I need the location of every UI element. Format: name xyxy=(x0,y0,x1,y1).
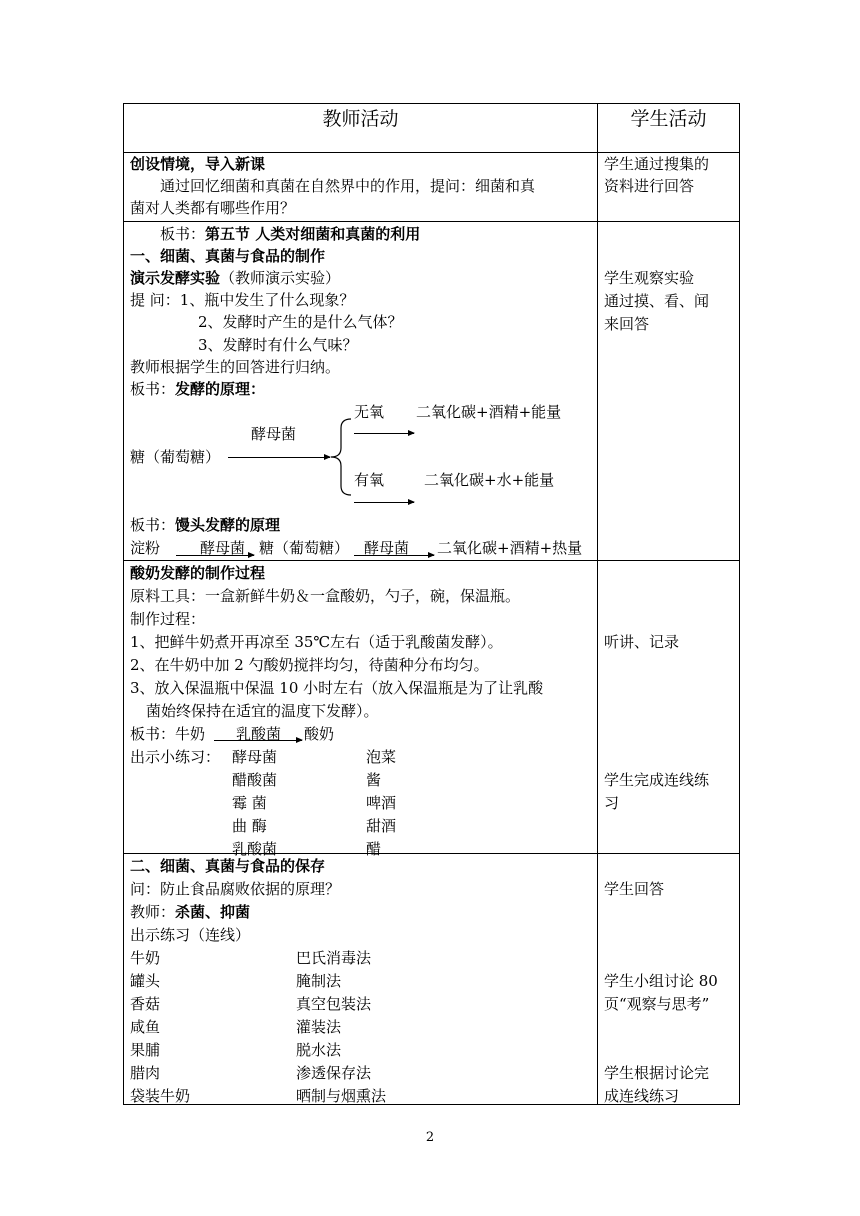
preservation-title: 二、细菌、真菌与食品的保存 xyxy=(130,857,326,875)
teacher-summary: 教师根据学生的回答进行归纳。 xyxy=(130,358,341,376)
student-intro-line1: 学生通过搜集的 xyxy=(604,155,710,173)
intro-body-line2: 菌对人类都有哪些作用？ xyxy=(130,199,296,217)
yogurt-step-2: 2、在牛奶中加 2 勺酸奶搅拌均匀，待菌种分布均匀。 xyxy=(130,656,489,674)
question-1: 1、瓶中发生了什么现象？ xyxy=(179,291,355,309)
question-line1 xyxy=(130,290,354,310)
microbe-item: 乳酸菌 xyxy=(232,840,278,858)
diagram-aerobic-products: 二氧化碳+水+能量 xyxy=(424,471,555,489)
teacher-cell-preservation xyxy=(124,854,598,1105)
chain-yeast1: 酵母菌 xyxy=(200,539,246,557)
student-exercise-line2: 习 xyxy=(604,794,620,812)
table-row xyxy=(124,854,740,1105)
yogurt-board-yogurt: 酸奶 xyxy=(304,725,335,743)
preserved-food: 罐头 xyxy=(130,972,161,990)
preserved-food: 牛奶 xyxy=(130,949,161,967)
preservation-method: 巴氏消毒法 xyxy=(296,949,372,967)
mantou-prefix: 板书： xyxy=(130,516,176,534)
yogurt-board-milk: 牛奶 xyxy=(175,725,206,743)
mantou-heading xyxy=(130,515,280,535)
header-teacher-activity: 教师活动 xyxy=(124,104,598,153)
microbe-item: 霉 菌 xyxy=(232,794,267,812)
intro-body-line1: 通过回忆细菌和真菌在自然界中的作用，提问：细菌和真 xyxy=(160,177,536,195)
diagram-aerobic-label: 有氧 xyxy=(354,471,385,489)
board-title: 第五节 人类对细菌和真菌的利用 xyxy=(205,225,421,243)
preservation-exercise: 出示练习（连线） xyxy=(130,926,251,944)
food-item: 酱 xyxy=(366,771,382,789)
mantou-title: 馒头发酵的原理 xyxy=(175,516,281,534)
page-number: 2 xyxy=(425,1130,435,1145)
student-discussion-line2: 页“观察与思考” xyxy=(604,995,710,1013)
preserved-food: 袋装牛奶 xyxy=(130,1087,191,1105)
student-intro-line2: 资料进行回答 xyxy=(604,177,695,195)
preservation-teacher xyxy=(130,902,250,922)
yogurt-board-prefix: 板书： xyxy=(130,725,176,743)
preserved-food: 腊肉 xyxy=(130,1064,161,1082)
microbe-item: 醋酸菌 xyxy=(232,771,278,789)
food-item: 泡菜 xyxy=(366,748,397,766)
student-discussion-line1: 学生小组讨论 80 xyxy=(604,972,718,990)
principle-heading xyxy=(130,379,265,399)
chain-glucose: 糖（葡萄糖） xyxy=(259,539,350,557)
preservation-question: 问：防止食品腐败依据的原理？ xyxy=(130,880,341,898)
yogurt-step-1: 1、把鲜牛奶煮开再凉至 35℃左右（适于乳酸菌发酵）。 xyxy=(130,633,503,651)
student-cell-fermentation xyxy=(598,222,740,561)
teacher-cell-yogurt xyxy=(124,561,598,858)
food-item: 甜酒 xyxy=(366,817,397,835)
board-heading xyxy=(160,224,420,244)
principle-title: 发酵的原理： xyxy=(175,380,266,398)
diagram-sugar: 糖（葡萄糖） xyxy=(130,448,221,466)
table-header-row xyxy=(124,104,740,153)
chain-products: 二氧化碳+酒精+热量 xyxy=(437,539,583,557)
chain-arrow-1 xyxy=(176,555,254,556)
preserved-food: 香菇 xyxy=(130,995,161,1013)
preservation-method: 腌制法 xyxy=(296,972,342,990)
student-listen: 听讲、记录 xyxy=(604,633,680,651)
yogurt-process-label: 制作过程： xyxy=(130,610,206,628)
preserved-food: 果脯 xyxy=(130,1041,161,1059)
aerobic-arrow xyxy=(354,502,414,503)
student-observe-line2: 通过摸、看、闻 xyxy=(604,292,710,310)
student-cell-intro xyxy=(598,153,740,222)
yogurt-materials: 原料工具：一盒新鲜牛奶＆一盒酸奶，勺子，碗，保温瓶。 xyxy=(130,587,521,605)
student-observe-line1: 学生观察实验 xyxy=(604,269,695,287)
microbe-item: 酵母菌 xyxy=(232,748,278,766)
yogurt-step-3a: 3、放入保温瓶中保温 10 小时左右（放入保温瓶是为了让乳酸 xyxy=(130,679,544,697)
intro-title: 创设情境，导入新课 xyxy=(130,155,266,173)
brace-icon xyxy=(327,418,353,496)
yogurt-board xyxy=(130,724,205,744)
food-item: 醋 xyxy=(366,840,382,858)
principle-prefix: 板书： xyxy=(130,380,176,398)
chain-yeast2: 酵母菌 xyxy=(364,539,410,557)
food-item: 啤酒 xyxy=(366,794,397,812)
table-row xyxy=(124,561,740,854)
student-answer: 学生回答 xyxy=(604,880,665,898)
yogurt-board-bacteria: 乳酸菌 xyxy=(236,725,282,743)
yogurt-arrow xyxy=(214,740,302,741)
microbe-item: 曲 酶 xyxy=(232,817,267,835)
yogurt-title: 酸奶发酵的制作过程 xyxy=(130,564,266,582)
diagram-yeast-label: 酵母菌 xyxy=(251,425,297,443)
student-cell-yogurt xyxy=(598,561,740,854)
section-one-title: 一、细菌、真菌与食品的制作 xyxy=(130,247,326,265)
question-3: 3、发酵时有什么气味？ xyxy=(198,336,358,354)
question-2: 2、发酵时产生的是什么气体？ xyxy=(198,313,403,331)
demo-note: （教师演示实验） xyxy=(220,269,341,287)
preservation-method: 灌装法 xyxy=(296,1018,342,1036)
demo-title: 演示发酵实验 xyxy=(130,269,221,287)
teacher-cell-intro xyxy=(124,153,598,222)
yeast-arrow xyxy=(228,457,330,458)
student-final-line1: 学生根据讨论完 xyxy=(604,1064,710,1082)
preservation-method: 脱水法 xyxy=(296,1041,342,1059)
header-student-activity: 学生活动 xyxy=(598,104,740,153)
chain-arrow-2 xyxy=(354,555,434,556)
student-observe-line3: 来回答 xyxy=(604,315,650,333)
exercise-label: 出示小练习： xyxy=(130,748,221,766)
demo-line xyxy=(130,268,340,288)
table-row xyxy=(124,153,740,222)
preservation-method: 渗透保存法 xyxy=(296,1064,372,1082)
teacher-cell-fermentation xyxy=(124,222,598,561)
board-prefix: 板书： xyxy=(160,225,206,243)
preservation-teacher-prefix: 教师： xyxy=(130,903,176,921)
diagram-anaerobic-label: 无氧 xyxy=(354,403,385,421)
student-final-line2: 成连线练习 xyxy=(604,1087,680,1105)
yogurt-step-3b: 菌始终保持在适宜的温度下发酵）。 xyxy=(146,702,379,720)
student-exercise-line1: 学生完成连线练 xyxy=(604,771,710,789)
lesson-plan-table xyxy=(123,103,740,1105)
table-row xyxy=(124,222,740,561)
preserved-food: 咸鱼 xyxy=(130,1018,161,1036)
student-cell-preservation xyxy=(598,854,740,1105)
chain-starch: 淀粉 xyxy=(130,539,161,557)
preservation-method: 晒制与烟熏法 xyxy=(296,1087,387,1105)
question-label: 提 问： xyxy=(130,291,180,309)
diagram-anaerobic-products: 二氧化碳+酒精+能量 xyxy=(416,403,562,421)
anaerobic-arrow xyxy=(354,433,414,434)
preservation-method: 真空包装法 xyxy=(296,995,372,1013)
preservation-teacher-bold: 杀菌、抑菌 xyxy=(175,903,251,921)
